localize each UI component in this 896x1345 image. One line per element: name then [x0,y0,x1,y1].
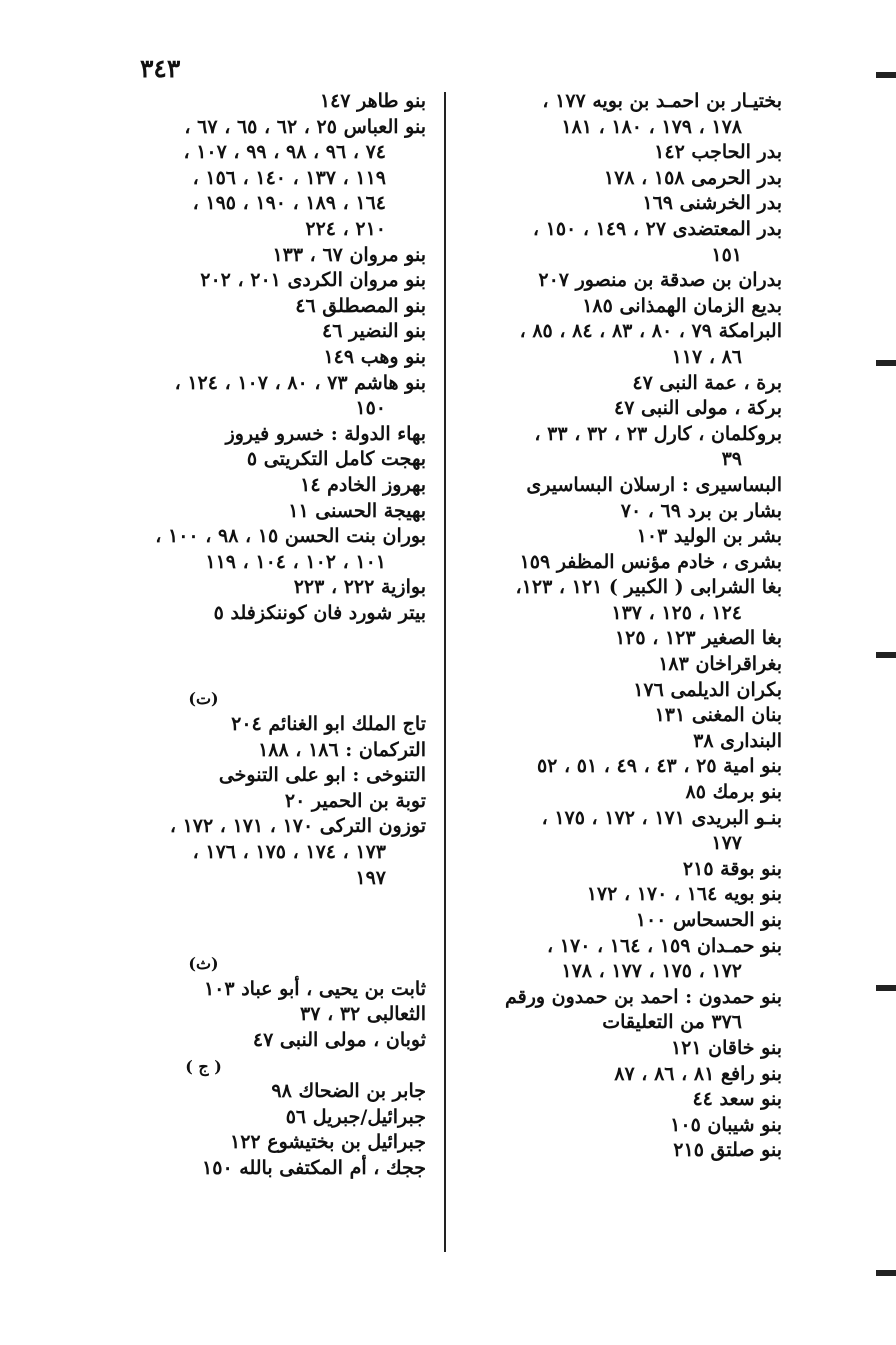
index-entry [442,806,782,857]
index-entry [442,371,782,397]
index-entry-line: بنو بويه ١٦٤ ، ١٧٠ ، ١٧٢ [586,883,782,906]
index-entry-line: بوران بنت الحسن ١٥ ، ٩٨ ، ١٠٠ ، [155,525,426,548]
index-entry-line: بركة ، مولى النبى ٤٧ [613,397,782,420]
index-entry [81,422,426,448]
index-entry [442,1087,782,1113]
index-entry [81,738,426,764]
page-number: ٣٤٣ [140,54,181,83]
index-entry [81,473,426,499]
index-entry-continuation: ١٧٣ ، ١٧٤ ، ١٧٥ ، ١٧٦ ، [192,841,386,864]
index-entry [442,703,782,729]
index-entry-line: بنو بوقة ٢١٥ [682,857,782,880]
index-entry [442,191,782,217]
edge-mark [876,360,896,366]
index-entry [81,977,426,1003]
index-entry [442,524,782,550]
section-gap [81,626,426,686]
edge-mark [876,652,896,658]
index-entry-line: توزون التركى ١٧٠ ، ١٧١ ، ١٧٢ ، [169,815,426,838]
index-entry [442,1113,782,1139]
index-entry [442,422,782,473]
index-entry [442,499,782,525]
index-entry [81,601,426,627]
index-entry [81,1156,426,1182]
index-entry-continuation: ٣٩ [721,448,742,471]
index-entry [81,1130,426,1156]
index-entry-line: البندارى ٣٨ [693,729,782,752]
edge-mark [876,72,896,78]
index-entry-line: الثعالبى ٣٢ ، ٣٧ [300,1003,426,1026]
index-entry-continuation: ١٠١ ، ١٠٢ ، ١٠٤ ، ١١٩ [205,550,386,573]
index-entry-line: بشرى ، خادم مؤنس المظفر ١٥٩ [519,550,782,573]
index-entry-continuation: ٨٦ ، ١١٧ [671,345,742,368]
index-entry-line: بهيجة الحسنى ١١ [288,499,426,522]
index-entry-continuation: ١٧٧ [711,832,742,855]
index-entry [442,780,782,806]
edge-mark [876,1270,896,1276]
index-entry-line: بدر الحاجب ١٤٢ [654,141,782,164]
index-entry [442,89,782,140]
index-entry-line: بنو شيبان ١٠٥ [670,1113,782,1136]
index-entry-line: بنو امية ٢٥ ، ٤٣ ، ٤٩ ، ٥١ ، ٥٢ [536,755,782,778]
index-entry-line: بنو طاهر ١٤٧ [319,90,426,112]
index-entry [442,1062,782,1088]
index-entry-line: بهاء الدولة : خسرو فيروز [225,422,426,445]
index-entry [81,268,426,294]
index-entry-line: بنو حمـدان ١٥٩ ، ١٦٤ ، ١٧٠ ، [547,934,782,957]
index-entry-line: بشار بن برد ٦٩ ، ٧٠ [620,499,782,522]
index-entry [81,789,426,815]
index-entry [442,908,782,934]
index-entry [442,217,782,268]
index-entry-line: بختيـار بن احمـد بن بويه ١٧٧ ، [542,90,782,112]
index-entry [81,345,426,371]
index-entry [81,1079,426,1105]
index-entry-line: جبرائيل/جبريل ٥٦ [285,1105,426,1128]
index-entry [81,243,426,269]
index-entry-line: بنو مروان الكردى ٢٠١ ، ٢٠٢ [200,269,426,292]
index-entry [81,447,426,473]
index-entry-line: بنو الحسحاس ١٠٠ [635,909,782,931]
index-entry-line: بيتر شورد فان كوننكزفلد ٥ [213,601,426,624]
index-entry-line: بنو العباس ٢٥ ، ٦٢ ، ٦٥ ، ٦٧ ، [184,115,426,138]
index-entry [81,1002,426,1028]
index-entry-line: بديع الزمان الهمذانى ١٨٥ [582,294,782,317]
index-entry-continuation: ١٥٠ [355,397,386,420]
index-entry [81,294,426,320]
index-entry-line: بنو حمدون : احمد بن حمدون ورقم [504,985,782,1008]
index-entry-line: بغا الشرابى ( الكبير ) ١٢١ ، ١٢٣، [515,576,782,599]
index-entry [442,473,782,499]
index-entry-line: بغراقراخان ١٨٣ [658,653,782,676]
index-entry-line: بنو مروان ٦٧ ، ١٣٣ [272,243,426,266]
index-entry-line: بنو برمك ٨٥ [685,781,782,804]
index-entry-line: بكران الديلمى ١٧٦ [633,678,782,701]
index-entry [81,712,426,738]
index-entry-line: بنو النضير ٤٦ [322,320,426,343]
index-entry-line: بوازية ٢٢٢ ، ٢٢٣ [293,576,426,599]
index-entry-line: جابر بن الضحاك ٩٨ [271,1080,426,1103]
index-entry-line: بشر بن الوليد ١٠٣ [636,525,782,548]
index-entry [81,1028,426,1054]
index-entry [81,89,426,115]
index-entry-line: تاج الملك ابو الغنائم ٢٠٤ [231,713,426,736]
index-entry [442,268,782,294]
index-entry-continuation: ١٥١ [711,243,742,266]
index-entry-line: البرامكة ٧٩ ، ٨٠ ، ٨٣ ، ٨٤ ، ٨٥ ، [519,320,782,343]
index-entry-line: بنو هاشم ٧٣ ، ٨٠ ، ١٠٧ ، ١٢٤ ، [174,371,426,394]
index-entry [442,652,782,678]
index-entry-continuation: ٣٧٦ من التعليقات [602,1011,742,1034]
index-entry-line: بروكلمان ، كارل ٢٣ ، ٣٢ ، ٣٣ ، [534,422,782,445]
index-entry-line: بغا الصغير ١٢٣ ، ١٢٥ [614,627,782,650]
index-entry [442,140,782,166]
index-entry [442,550,782,576]
index-entry-continuation: ١٢٤ ، ١٢٥ ، ١٣٧ [611,601,742,624]
edge-mark [876,985,896,991]
index-entry-line: بنان المغنى ١٣١ [654,704,782,727]
index-entry-continuation: ٧٤ ، ٩٦ ، ٩٨ ، ٩٩ ، ١٠٧ ، [183,141,386,164]
index-entry-line: التنوخى : ابو على التنوخى [218,764,426,787]
index-entry-continuation: ١٩٧ [355,866,386,889]
index-entry-line: برة ، عمة النبى ٤٧ [632,371,782,394]
index-entry [81,115,426,243]
index-entry-line: بنو خاقان ١٢١ [670,1036,782,1059]
section-heading: (ث) [188,954,219,974]
index-entry-line: ججك ، أم المكتفى بالله ١٥٠ [202,1156,426,1179]
index-entry [442,294,782,320]
index-entry-continuation: ١٧٢ ، ١٧٥ ، ١٧٧ ، ١٧٨ [561,960,742,983]
index-entry [442,857,782,883]
index-entry [442,882,782,908]
index-entry [442,678,782,704]
index-entry [442,1138,782,1164]
index-entry [81,499,426,525]
index-entry-line: بنو وهب ١٤٩ [323,345,426,368]
column-divider [444,92,446,1252]
index-entry [442,729,782,755]
index-entry-line: بدر الخرشنى ١٦٩ [642,192,782,215]
index-entry-line: البساسيرى : ارسلان البساسيرى [526,473,782,496]
index-entry-line: توبة بن الحمير ٢٠ [284,789,426,812]
index-entry-continuation: ١٦٤ ، ١٨٩ ، ١٩٠ ، ١٩٥ ، [192,192,386,215]
index-entry [81,319,426,345]
index-entry-line: بهروز الخادم ١٤ [300,473,426,496]
index-column-left [81,89,426,1182]
index-entry [81,763,426,789]
index-entry [442,754,782,780]
index-entry-line: بهجت كامل التكريتى ٥ [246,448,426,471]
section-gap [81,891,426,951]
index-entry [81,575,426,601]
section-heading: ( ج ) [185,1056,222,1076]
index-entry-line: التركمان : ١٨٦ ، ١٨٨ [258,738,426,761]
index-entry-line: بدران بن صدقة بن منصور ٢٠٧ [538,269,782,292]
index-entry [442,319,782,370]
index-entry [81,1105,426,1131]
index-entry [442,934,782,985]
index-entry-continuation: ٢١٠ ، ٢٢٤ [305,217,386,240]
index-entry-line: ثابت بن يحيى ، أبو عباد ١٠٣ [203,977,426,1000]
index-entry-continuation: ١٧٨ ، ١٧٩ ، ١٨٠ ، ١٨١ [561,115,742,138]
index-entry [442,626,782,652]
index-entry-line: بنو رافع ٨١ ، ٨٦ ، ٨٧ [614,1062,782,1085]
index-column-right [442,89,782,1164]
index-entry [442,166,782,192]
index-entry-line: بدر الحرمى ١٥٨ ، ١٧٨ [603,166,782,189]
index-entry [81,814,426,891]
index-entry [442,985,782,1036]
section-heading: (ت) [188,689,219,709]
index-entry-line: ثوبان ، مولى النبى ٤٧ [252,1029,426,1051]
index-entry [81,371,426,422]
index-entry-line: بنو سعد ٤٤ [692,1088,782,1111]
index-entry-line: بنو المصطلق ٤٦ [295,294,426,317]
index-entry [442,575,782,626]
index-entry-continuation: ١١٩ ، ١٣٧ ، ١٤٠ ، ١٥٦ ، [192,166,386,189]
index-entry-line: بدر المعتضدى ٢٧ ، ١٤٩ ، ١٥٠ ، [532,217,782,240]
index-entry [442,1036,782,1062]
index-entry-line: جبرائيل بن بختيشوع ١٢٢ [230,1131,426,1154]
index-entry [81,524,426,575]
index-entry [442,396,782,422]
index-entry-line: بنـو البريدى ١٧١ ، ١٧٢ ، ١٧٥ ، [541,806,782,829]
index-entry-line: بنو صلتق ٢١٥ [673,1139,782,1162]
